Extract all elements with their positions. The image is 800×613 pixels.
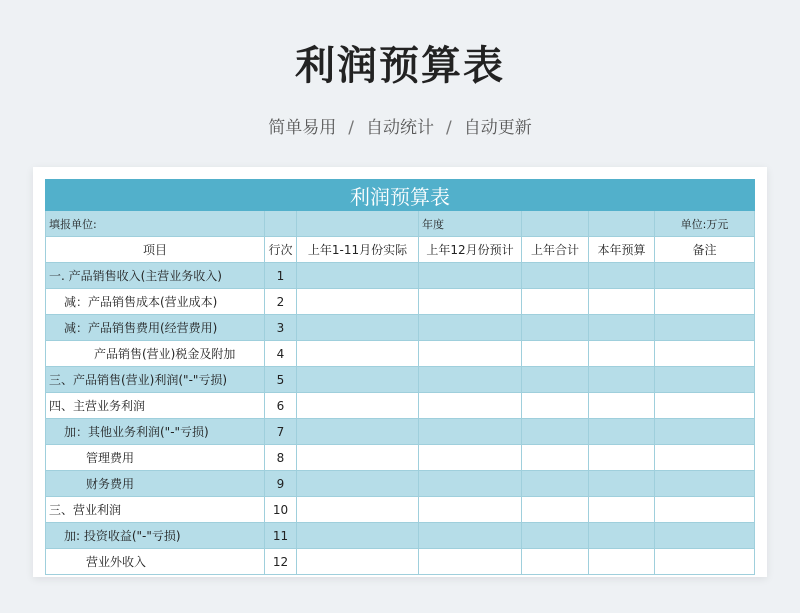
column-header[interactable]: 行次 — [265, 237, 297, 263]
value-cell[interactable] — [655, 497, 755, 523]
value-cell[interactable] — [419, 549, 522, 575]
table-row — [46, 445, 755, 471]
item-cell[interactable]: 加：其他业务利润("-"亏损) — [46, 419, 265, 445]
table-row — [46, 523, 755, 549]
reporting-unit-cell[interactable]: 填报单位: — [46, 211, 265, 237]
table-row — [46, 419, 755, 445]
value-cell[interactable] — [589, 341, 655, 367]
value-cell[interactable] — [297, 341, 419, 367]
item-cell[interactable]: 三、营业利润 — [46, 497, 265, 523]
item-cell[interactable]: 管理费用 — [46, 445, 265, 471]
value-cell[interactable] — [297, 367, 419, 393]
column-header[interactable]: 上年1-11月份实际 — [297, 237, 419, 263]
value-cell[interactable] — [419, 289, 522, 315]
meta-cell[interactable] — [589, 211, 655, 237]
item-cell[interactable]: 减：产品销售成本(营业成本) — [46, 289, 265, 315]
item-cell[interactable]: 加: 投资收益("-"亏损) — [46, 523, 265, 549]
value-cell[interactable] — [522, 445, 589, 471]
value-cell[interactable] — [522, 263, 589, 289]
value-cell[interactable] — [297, 497, 419, 523]
tagline-separator: / — [348, 118, 354, 138]
column-header[interactable]: 本年预算 — [589, 237, 655, 263]
item-cell[interactable]: 减：产品销售费用(经营费用) — [46, 315, 265, 341]
value-cell[interactable] — [419, 523, 522, 549]
tagline-item: 自动更新 — [463, 118, 532, 138]
value-cell[interactable] — [589, 471, 655, 497]
value-cell[interactable] — [655, 315, 755, 341]
tagline-separator: / — [446, 118, 452, 138]
value-cell[interactable] — [589, 367, 655, 393]
table-row — [46, 315, 755, 341]
value-cell[interactable] — [522, 315, 589, 341]
value-cell[interactable] — [522, 549, 589, 575]
value-cell[interactable] — [522, 497, 589, 523]
year-cell[interactable]: 年度 — [419, 211, 522, 237]
line-number-cell[interactable]: 6 — [265, 393, 297, 419]
line-number-cell[interactable]: 10 — [265, 497, 297, 523]
value-cell[interactable] — [297, 289, 419, 315]
value-cell[interactable] — [589, 393, 655, 419]
line-number-cell[interactable]: 7 — [265, 419, 297, 445]
tagline-item: 简单易用 — [268, 118, 337, 138]
value-cell[interactable] — [589, 549, 655, 575]
table-row — [46, 393, 755, 419]
value-cell[interactable] — [297, 445, 419, 471]
column-header[interactable]: 上年12月份预计 — [419, 237, 522, 263]
table-row — [46, 341, 755, 367]
value-cell[interactable] — [655, 523, 755, 549]
value-cell[interactable] — [655, 367, 755, 393]
value-cell[interactable] — [419, 471, 522, 497]
value-cell[interactable] — [655, 471, 755, 497]
currency-unit-cell[interactable]: 单位:万元 — [655, 211, 755, 237]
line-number-cell[interactable]: 5 — [265, 367, 297, 393]
value-cell[interactable] — [522, 523, 589, 549]
table-row — [46, 497, 755, 523]
value-cell[interactable] — [419, 315, 522, 341]
value-cell[interactable] — [522, 393, 589, 419]
column-header-row — [46, 237, 755, 263]
banner-row — [46, 180, 755, 211]
tagline — [0, 113, 800, 138]
meta-row — [46, 211, 755, 237]
line-number-cell[interactable]: 3 — [265, 315, 297, 341]
value-cell[interactable] — [522, 289, 589, 315]
value-cell[interactable] — [589, 419, 655, 445]
table-row — [46, 263, 755, 289]
value-cell[interactable] — [655, 393, 755, 419]
profit-budget-table — [45, 179, 755, 575]
meta-cell[interactable] — [297, 211, 419, 237]
value-cell[interactable] — [419, 393, 522, 419]
value-cell[interactable] — [589, 445, 655, 471]
value-cell[interactable] — [655, 419, 755, 445]
item-cell[interactable]: 财务费用 — [46, 471, 265, 497]
line-number-cell[interactable]: 2 — [265, 289, 297, 315]
item-cell[interactable]: 四、主营业务利润 — [46, 393, 265, 419]
line-number-cell[interactable]: 12 — [265, 549, 297, 575]
value-cell[interactable] — [297, 471, 419, 497]
value-cell[interactable] — [655, 549, 755, 575]
table-row — [46, 549, 755, 575]
value-cell[interactable] — [522, 419, 589, 445]
value-cell[interactable] — [297, 523, 419, 549]
value-cell[interactable] — [297, 393, 419, 419]
table-row — [46, 367, 755, 393]
spreadsheet-card — [33, 167, 767, 577]
meta-cell[interactable] — [522, 211, 589, 237]
value-cell[interactable] — [655, 263, 755, 289]
item-cell[interactable]: 产品销售(营业)税金及附加 — [46, 341, 265, 367]
value-cell[interactable] — [522, 367, 589, 393]
column-header[interactable]: 备注 — [655, 237, 755, 263]
value-cell[interactable] — [522, 341, 589, 367]
value-cell[interactable] — [589, 289, 655, 315]
value-cell[interactable] — [419, 341, 522, 367]
value-cell[interactable] — [297, 549, 419, 575]
item-cell[interactable]: 三、产品销售(营业)利润("-"亏损) — [46, 367, 265, 393]
page-title: 利润预算表 — [295, 43, 505, 89]
line-number-cell[interactable]: 8 — [265, 445, 297, 471]
value-cell[interactable] — [297, 263, 419, 289]
value-cell[interactable] — [655, 289, 755, 315]
tagline-item: 自动统计 — [366, 118, 434, 138]
item-cell[interactable]: 营业外收入 — [46, 549, 265, 575]
banner-title[interactable]: 利润预算表 — [46, 180, 755, 211]
line-number-cell[interactable]: 1 — [265, 263, 297, 289]
value-cell[interactable] — [297, 315, 419, 341]
value-cell[interactable] — [522, 471, 589, 497]
value-cell[interactable] — [655, 445, 755, 471]
value-cell[interactable] — [419, 445, 522, 471]
column-header[interactable]: 上年合计 — [522, 237, 589, 263]
value-cell[interactable] — [419, 367, 522, 393]
line-number-cell[interactable]: 11 — [265, 523, 297, 549]
table-row — [46, 471, 755, 497]
line-number-cell[interactable]: 4 — [265, 341, 297, 367]
value-cell[interactable] — [419, 263, 522, 289]
value-cell[interactable] — [589, 523, 655, 549]
value-cell[interactable] — [297, 419, 419, 445]
column-header[interactable]: 项目 — [46, 237, 265, 263]
item-cell[interactable]: 一. 产品销售收入(主营业务收入) — [46, 263, 265, 289]
value-cell[interactable] — [419, 497, 522, 523]
value-cell[interactable] — [655, 341, 755, 367]
meta-cell[interactable] — [265, 211, 297, 237]
table-row — [46, 289, 755, 315]
value-cell[interactable] — [589, 315, 655, 341]
line-number-cell[interactable]: 9 — [265, 471, 297, 497]
value-cell[interactable] — [589, 263, 655, 289]
value-cell[interactable] — [589, 497, 655, 523]
value-cell[interactable] — [419, 419, 522, 445]
